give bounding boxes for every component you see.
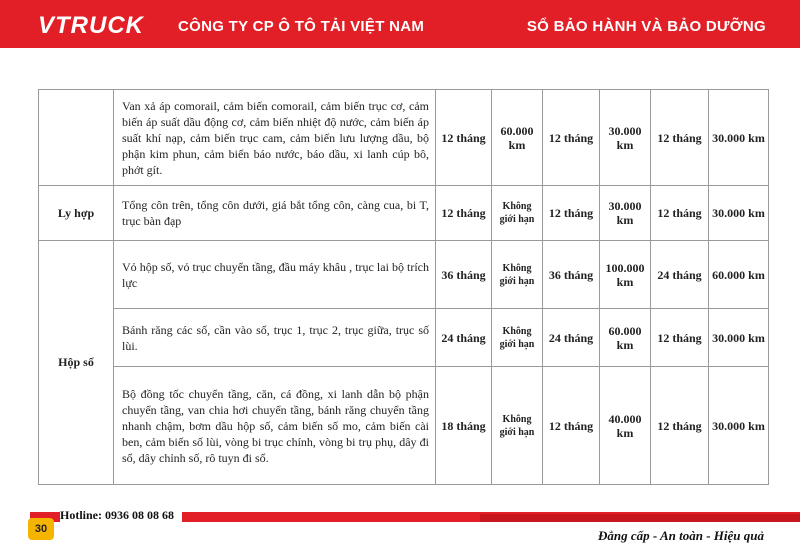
table-row: [39, 241, 769, 309]
value-cell: 12 tháng: [651, 309, 709, 367]
value-cell: 12 tháng: [543, 367, 600, 485]
company-name: CÔNG TY CP Ô TÔ TẢI VIỆT NAM: [178, 18, 425, 35]
page-number-badge: 30: [28, 518, 54, 540]
value-cell: 60.000 km: [709, 241, 769, 309]
value-cell: 100.000 km: [600, 241, 651, 309]
description-cell: Tổng côn trên, tổng côn dưới, giá bắt tổng côn, càng cua, bi T, trục bàn đạp: [114, 186, 436, 241]
value-cell: 40.000 km: [600, 367, 651, 485]
value-cell: 30.000 km: [709, 309, 769, 367]
brand-logo: VTRUCK: [38, 12, 144, 39]
value-cell: 60.000 km: [492, 90, 543, 186]
description-cell: Van xả áp comorail, cảm biến comorail, cảm biến trục cơ, cảm biến áp suất dầu động cơ, cảm biến nhiệt độ nước, cảm biến áp suất khí nạp, cảm biến trục cam, cảm biến lưu lượng dầu, bộ phận kim phun, cảm biến báo nước, báo dầu, xi lanh cúp bô, phớt gít.: [114, 90, 436, 186]
value-cell: 12 tháng: [651, 186, 709, 241]
header-bar: [0, 0, 800, 48]
group-cell: Ly hợp: [39, 186, 114, 241]
value-cell: 12 tháng: [651, 367, 709, 485]
footer-accent-bar: [480, 514, 800, 522]
value-cell: 18 tháng: [436, 367, 492, 485]
value-cell: 12 tháng: [436, 186, 492, 241]
value-cell: 12 tháng: [543, 186, 600, 241]
value-cell: 30.000 km: [709, 186, 769, 241]
value-cell: 30.000 km: [600, 90, 651, 186]
description-cell: Vỏ hộp số, vỏ trục chuyển tầng, đầu máy khâu , trục lai bộ trích lực: [114, 241, 436, 309]
group-cell: Hộp số: [39, 241, 114, 485]
hotline-text: Hotline: 0936 08 08 68: [60, 508, 182, 522]
description-cell: Bộ đồng tốc chuyển tầng, căn, cá đồng, xi lanh dẫn bộ phận chuyển tầng, van chia hơi chuyển tầng, bánh răng chuyển tầng nhanh chậm, bơm dầu hộp số, cảm biến số mo, cảm biến cài ben, cảm biến số lùi, vòng bi trục chính, vòng bi trụ phụ, dây đi số, dây chỉnh số, rô tuyn đi số.: [114, 367, 436, 485]
value-cell: 24 tháng: [436, 309, 492, 367]
table-row: [39, 367, 769, 485]
value-cell: 12 tháng: [651, 90, 709, 186]
value-cell: 30.000 km: [709, 367, 769, 485]
value-cell: Không giới hạn: [492, 309, 543, 367]
slogan-text: Đẳng cấp - An toàn - Hiệu quả: [597, 528, 764, 543]
table-row: [39, 309, 769, 367]
value-cell: Không giới hạn: [492, 367, 543, 485]
value-cell: 36 tháng: [436, 241, 492, 309]
description-cell: Bánh răng các số, cần vào số, trục 1, trục 2, trục giữa, trục số lùi.: [114, 309, 436, 367]
book-title: SỔ BẢO HÀNH VÀ BẢO DƯỠNG: [526, 18, 766, 35]
value-cell: Không giới hạn: [492, 186, 543, 241]
value-cell: 30.000 km: [600, 186, 651, 241]
value-cell: 24 tháng: [651, 241, 709, 309]
value-cell: 36 tháng: [543, 241, 600, 309]
warranty-table: [38, 89, 769, 485]
table-row: [39, 90, 769, 186]
value-cell: 24 tháng: [543, 309, 600, 367]
value-cell: 12 tháng: [543, 90, 600, 186]
value-cell: 60.000 km: [600, 309, 651, 367]
value-cell: 12 tháng: [436, 90, 492, 186]
table-row: [39, 186, 769, 241]
value-cell: 30.000 km: [709, 90, 769, 186]
group-cell: [39, 90, 114, 186]
value-cell: Không giới hạn: [492, 241, 543, 309]
